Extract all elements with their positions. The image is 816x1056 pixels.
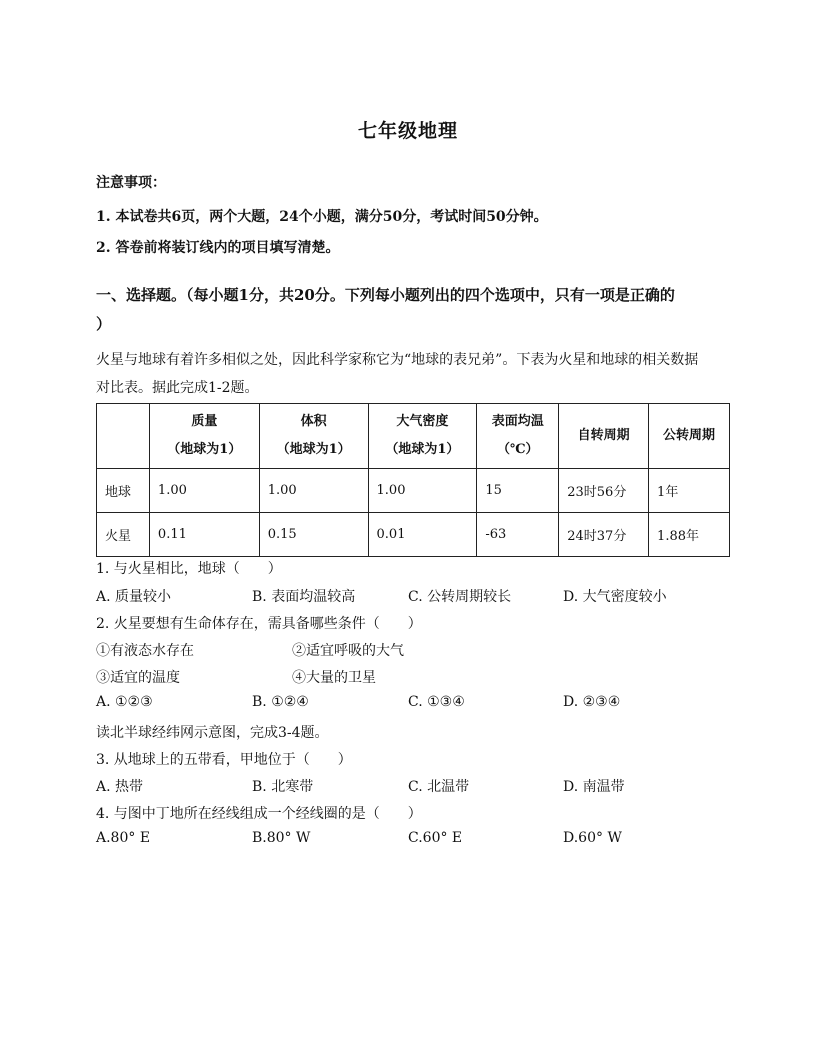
question-2-option-a[interactable]: A. ①②③: [96, 694, 153, 710]
question-1-option-b[interactable]: B. 表面均温较高: [252, 589, 356, 605]
table-header-cell: 自转周期: [559, 404, 649, 469]
question-4-option-d[interactable]: D.60° W: [563, 830, 622, 846]
table-header-cell: 表面均温 （℃）: [477, 404, 559, 469]
table-cell: 火星: [97, 513, 150, 557]
question-4-stem: 4. 与图中丁地所在经线组成一个经线圈的是（ ）: [96, 806, 422, 822]
table-cell: 0.11: [149, 513, 259, 557]
table-header-row: [97, 404, 730, 469]
question-3-option-c[interactable]: C. 北温带: [408, 779, 470, 795]
table-cell: 1.88年: [649, 513, 730, 557]
intro-text-line2: 对比表。据此完成1-2题。: [96, 380, 259, 396]
notice-item-2: 2. 答卷前将装订线内的项目填写清楚。: [96, 240, 340, 256]
question-3-option-d[interactable]: D. 南温带: [563, 779, 625, 795]
intro-text-2: 读北半球经纬网示意图，完成3-4题。: [96, 725, 329, 741]
section-heading-cont: ）: [96, 315, 112, 333]
table-cell: 0.01: [368, 513, 477, 557]
section-heading: 一、选择题。（每小题1分，共20分。下列每小题列出的四个选项中，只有一项是正确的: [96, 286, 675, 304]
question-2-option-b[interactable]: B. ①②④: [252, 694, 309, 710]
question-4-option-c[interactable]: C.60° E: [408, 830, 463, 846]
question-3-option-a[interactable]: A. 热带: [96, 779, 144, 795]
page-title: 七年级地理: [357, 120, 458, 142]
table-cell: 1.00: [259, 469, 368, 513]
table-cell: 0.15: [259, 513, 368, 557]
table-row: [97, 469, 730, 513]
table-header-cell: 体积 （地球为1）: [259, 404, 368, 469]
question-2-option-c[interactable]: C. ①③④: [408, 694, 465, 710]
question-4-option-b[interactable]: B.80° W: [252, 830, 311, 846]
table-header-cell: 公转周期: [649, 404, 730, 469]
question-2-condition-4: ④大量的卫星: [292, 670, 376, 686]
table-cell: 1年: [649, 469, 730, 513]
table-cell: 15: [477, 469, 559, 513]
table-cell: 1.00: [149, 469, 259, 513]
table-cell: 23时56分: [559, 469, 649, 513]
table-header-cell: 大气密度 （地球为1）: [368, 404, 477, 469]
question-1-stem: 1. 与火星相比，地球（ ）: [96, 561, 282, 577]
notice-item-1: 1. 本试卷共6页，两个大题，24个小题，满分50分，考试时间50分钟。: [96, 209, 548, 225]
question-2-option-d[interactable]: D. ②③④: [563, 694, 621, 710]
table-header-cell: [97, 404, 150, 469]
table-cell: 地球: [97, 469, 150, 513]
question-1-option-a[interactable]: A. 质量较小: [96, 589, 172, 605]
question-1-option-d[interactable]: D. 大气密度较小: [563, 589, 667, 605]
mars-earth-comparison-table: [96, 403, 730, 557]
notice-heading: 注意事项：: [96, 175, 166, 191]
intro-text-line1: 火星与地球有着许多相似之处，因此科学家称它为“地球的表兄弟”。下表为火星和地球的相关数据: [96, 352, 699, 368]
question-3-stem: 3. 从地球上的五带看，甲地位于（ ）: [96, 752, 352, 768]
table-cell: 1.00: [368, 469, 477, 513]
table-cell: 24时37分: [559, 513, 649, 557]
table-header-cell: 质量 （地球为1）: [149, 404, 259, 469]
table-cell: -63: [477, 513, 559, 557]
question-3-option-b[interactable]: B. 北寒带: [252, 779, 314, 795]
question-4-option-a[interactable]: A.80° E: [96, 830, 151, 846]
question-2-stem: 2. 火星要想有生命体存在，需具备哪些条件（ ）: [96, 616, 422, 632]
question-2-condition-2: ②适宜呼吸的大气: [292, 643, 404, 659]
table-row: [97, 513, 730, 557]
question-2-condition-3: ③适宜的温度: [96, 670, 180, 686]
question-2-condition-1: ①有液态水存在: [96, 643, 194, 659]
question-1-option-c[interactable]: C. 公转周期较长: [408, 589, 512, 605]
